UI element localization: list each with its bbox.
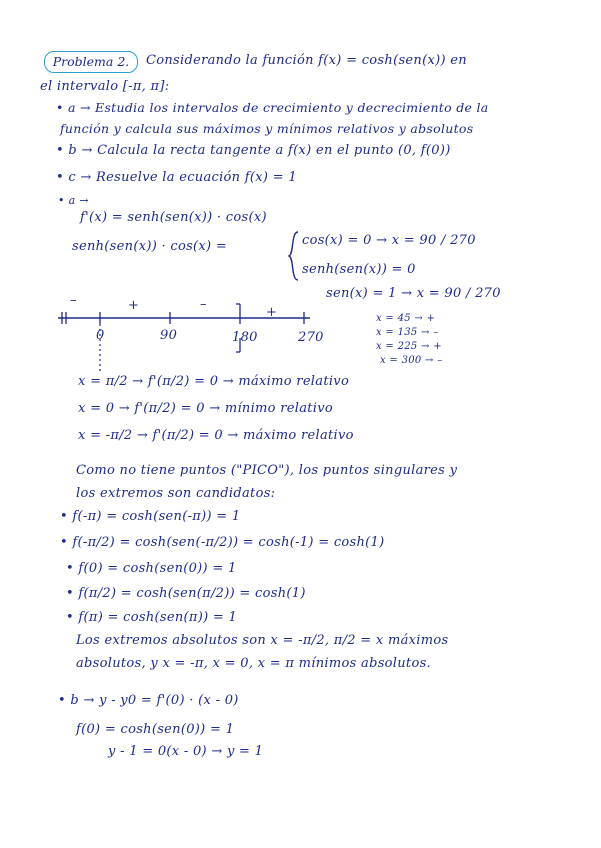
test-point-45: x = 45 → + [376,313,436,324]
part-a-label: • a → [58,194,89,207]
sign-3: – [200,297,207,312]
tangent-formula: • b → y - y0 = f'(0) · (x - 0) [58,693,239,708]
value-f-pi: • f(π) = cosh(sen(π)) = 1 [66,610,238,625]
sign-4: + [266,305,278,320]
tangent-result: y - 1 = 0(x - 0) → y = 1 [108,744,264,759]
tangent-f-zero: f(0) = cosh(sen(0)) = 1 [76,722,235,737]
case-sen-one: sen(x) = 1 → x = 90 / 270 [326,286,501,301]
test-point-300: x = 300 → – [380,355,443,366]
paragraph-line-1: Como no tiene puntos ("PICO"), los puntos singulares y [76,463,458,478]
result-min-zero: x = 0 → f'(π/2) = 0 → mínimo relativo [78,401,333,416]
result-max-pi-half: x = π/2 → f'(π/2) = 0 → máximo relativo [78,374,350,389]
derivative: f'(x) = senh(sen(x)) · cos(x) [80,210,267,225]
test-point-225: x = 225 → + [376,341,442,352]
task-a-line-2: función y calcula sus máximos y mínimos relativos y absolutos [60,121,474,136]
tick-label-0: 0 [96,328,105,343]
tick-label-180: 180 [232,330,258,345]
problem-badge: Problema 2. [44,51,138,73]
case-senh-zero: senh(sen(x)) = 0 [302,262,416,277]
value-f-zero: • f(0) = cosh(sen(0)) = 1 [66,561,237,576]
value-f-neg-pi-half: • f(-π/2) = cosh(sen(-π/2)) = cosh(-1) = cosh(1) [60,535,385,550]
tick-label-270: 270 [298,330,324,345]
task-c: • c → Resuelve la ecuación f(x) = 1 [56,170,297,185]
result-max-neg-pi-half: x = -π/2 → f'(π/2) = 0 → máximo relativo [78,428,354,443]
case-cos-zero: cos(x) = 0 → x = 90 / 270 [302,233,476,248]
problem-statement-line-2: el intervalo [-π, π]: [40,79,170,94]
problem-statement-line-1: Considerando la función f(x) = cosh(sen(x)) en [146,53,467,68]
task-a-line-1: • a → Estudia los intervalos de crecimiento y decrecimiento de la [56,100,489,115]
cases-brace [288,230,300,282]
value-f-neg-pi: • f(-π) = cosh(sen(-π)) = 1 [60,509,241,524]
task-b: • b → Calcula la recta tangente a f(x) en el punto (0, f(0)) [56,143,451,158]
paragraph-line-2: los extremos son candidatos: [76,486,276,501]
sign-1: – [70,293,77,308]
conclusion-line-2: absolutos, y x = -π, x = 0, x = π mínimos absolutos. [76,656,431,671]
tick-label-90: 90 [160,328,178,343]
conclusion-line-1: Los extremos absolutos son x = -π/2, π/2 = x máximos [76,633,449,648]
value-f-pi-half: • f(π/2) = cosh(sen(π/2)) = cosh(1) [66,586,306,601]
sign-2: + [128,298,140,313]
test-point-135: x = 135 → – [376,327,439,338]
equation-lhs: senh(sen(x)) · cos(x) = [72,239,228,254]
